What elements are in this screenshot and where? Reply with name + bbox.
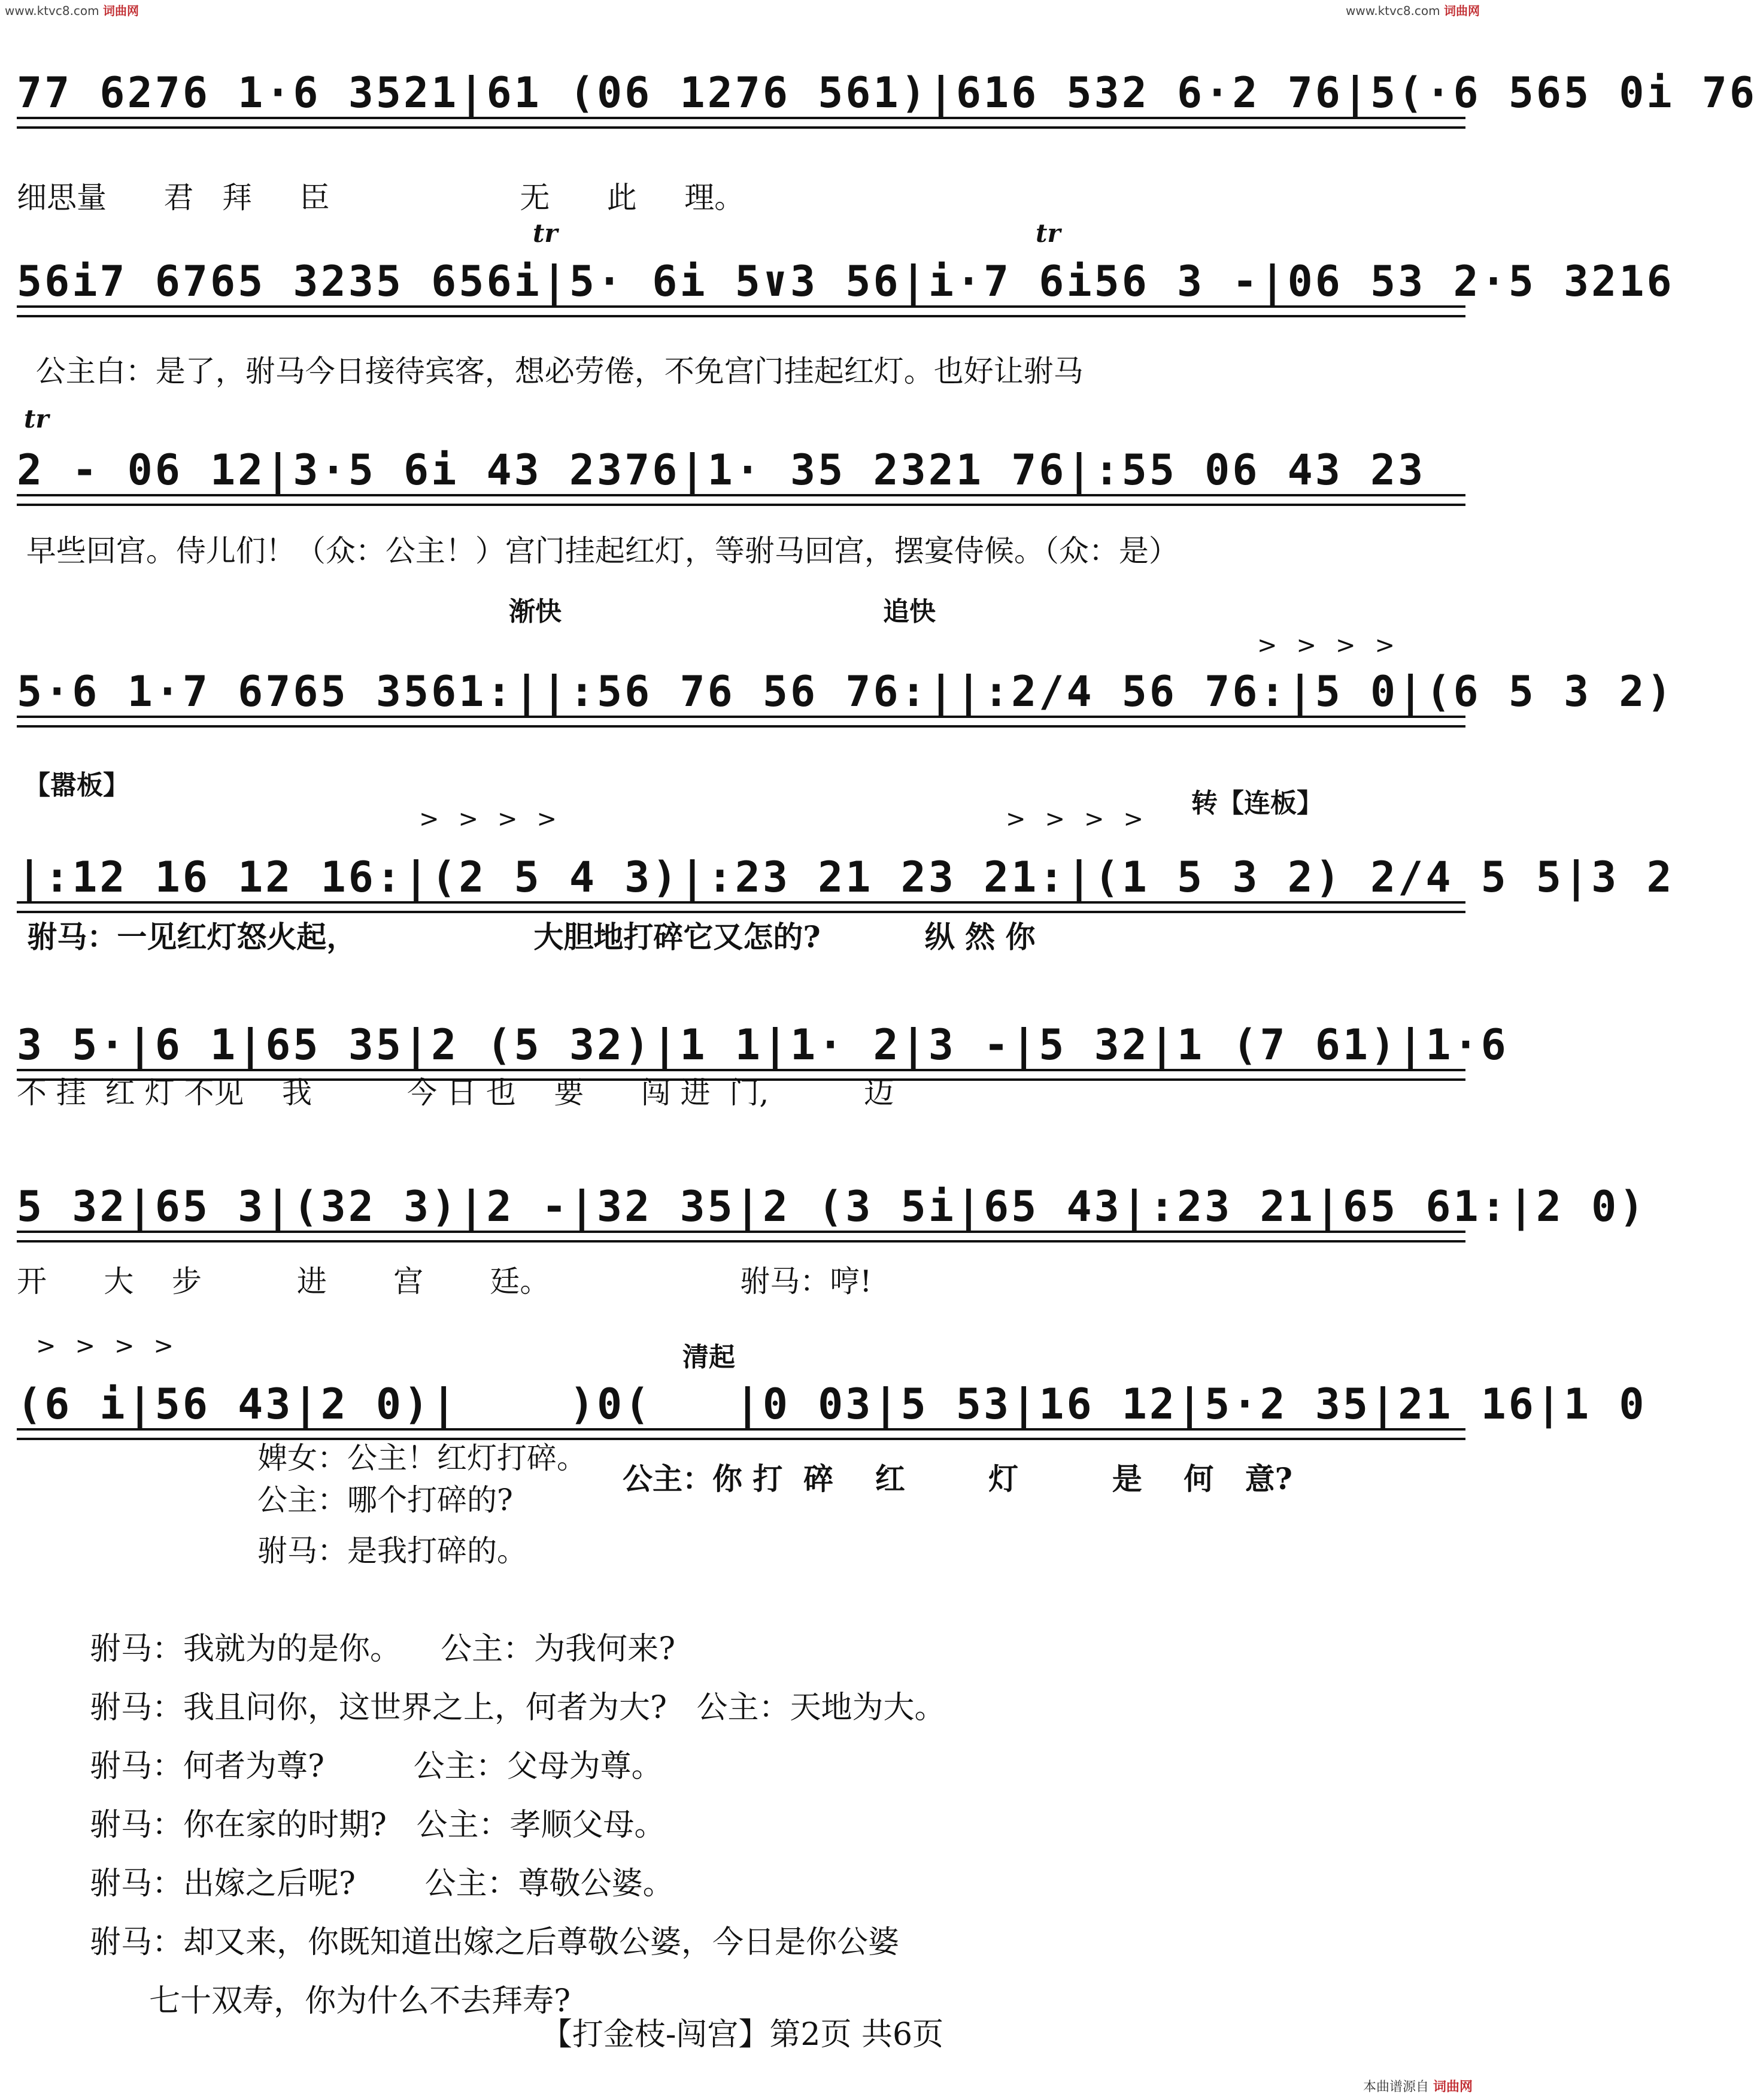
underline-row-8 — [17, 1428, 1465, 1440]
score-row-8 — [17, 1353, 1647, 1455]
lyrics-row-7: 开 大 步 进 宫 廷。 驸马：哼! — [17, 1264, 872, 1299]
inline-dialog-maid: 婢女：公主！红灯打碎。 — [257, 1441, 587, 1475]
underline-row-2 — [17, 305, 1465, 317]
underline-row-5 — [17, 901, 1465, 913]
trill-mark: tr — [1036, 219, 1061, 248]
source-label: 本曲谱源自 — [1362, 2080, 1429, 2095]
inline-dialog-princess-sung: 公主：你 打 碎 红 灯 是 何 意? — [623, 1461, 1292, 1496]
score-row-7 — [17, 1156, 1647, 1257]
dialogue-line: 驸马：何者为尊? 公主：父母为尊。 — [90, 1749, 663, 1784]
dialogue-line: 驸马：出嫁之后呢? 公主：尊敬公婆。 — [90, 1866, 674, 1902]
underline-row-1 — [17, 117, 1465, 129]
score-row-2 — [17, 231, 1674, 332]
score-row-5 — [17, 826, 1674, 928]
score-row-1 — [17, 42, 1757, 144]
source-brand: 词曲网 — [1433, 2080, 1473, 2095]
dialogue-line: 驸马：我且问你，这世界之上，何者为大? 公主：天地为大。 — [90, 1690, 946, 1726]
dialogue-line: 驸马：我就为的是你。 公主：为我何来? — [90, 1631, 675, 1667]
lyrics-row-1: 细思量 君 拜 臣 无 此 理。 — [17, 180, 745, 215]
header-right — [1346, 1, 1480, 19]
header-left-url: www.ktvc8.com — [5, 4, 99, 18]
notes-row-8: (6 i|56 43|2 0)| )0( |0 03|5 53|16 12|5·2 35|21 16|1 0 — [17, 1380, 1647, 1429]
dialogue-block — [90, 1620, 1407, 2031]
inline-dialog-princess: 公主：哪个打碎的? — [257, 1483, 513, 1517]
notes-row-7: 5 32|65 3|(32 3)|2 -|32 35|2 (3 5i|65 43|:23 21|65 61:|2 0) — [17, 1182, 1647, 1231]
score-row-3 — [17, 419, 1465, 521]
tempo-mark-zhuikuai: 追快 — [883, 596, 936, 627]
notes-row-3: 2 - 06 12|3·5 6i 43 2376|1· 35 2321 76|:55 06 43 23 — [17, 446, 1426, 495]
section-mark-qingqi: 清起 — [682, 1342, 735, 1372]
notes-row-5: |:12 16 12 16:|(2 5 4 3)|:23 21 23 21:|(1 5 3 2) 2/4 5 5|3 2 — [17, 853, 1674, 902]
dialogue-line: 七十双寿，你为什么不去拜寿? — [90, 1983, 571, 2019]
source-credit — [1363, 2077, 1473, 2095]
accent-marks: >>>> — [1006, 805, 1163, 833]
notes-row-1: 77 6276 1·6 3521|61 (06 1276 561)|616 532 6·2 76|5(·6 565 0i 76 — [17, 68, 1757, 117]
section-mark-xiaoban: 【嚣板】 — [24, 770, 129, 801]
lyrics-row-3: 早些回宫。侍儿们！（众：公主！）宫门挂起红灯，等驸马回宫，摆宴侍候。（众：是） — [17, 534, 1179, 568]
underline-row-4 — [17, 716, 1465, 728]
section-mark-zhuan-lianban: 转【连板】 — [1191, 788, 1323, 819]
lyrics-row-2: 公主白：是了，驸马今日接待宾客，想必劳倦，不免宫门挂起红灯。也好让驸马 — [17, 354, 1084, 389]
tempo-mark-jiankuai: 渐快 — [509, 596, 562, 627]
trill-mark: tr — [533, 219, 558, 248]
lyrics-row-5: 驸马：一见红灯怒火起， 大胆地打碎它又怎的? 纵 然 你 — [17, 919, 1036, 954]
underline-row-3 — [17, 494, 1465, 506]
accent-marks: >>>> — [36, 1332, 193, 1360]
page-footer: 【打金枝-闯宫】第2页 共6页 — [541, 2017, 944, 2053]
header-left-brand: 词曲网 — [103, 4, 139, 18]
inline-dialog-prince: 驸马：是我打碎的。 — [257, 1534, 527, 1568]
header-right-brand: 词曲网 — [1444, 4, 1480, 18]
underline-row-7 — [17, 1231, 1465, 1243]
header-right-url: www.ktvc8.com — [1345, 4, 1440, 18]
lyrics-row-6: 不 挂 红 灯 不见 我 今 日 也 要 闯 进 门, 迈 — [17, 1075, 894, 1110]
dialogue-line: 驸马：却又来，你既知道出嫁之后尊敬公婆，今日是你公婆 — [90, 1925, 900, 1960]
score-row-4 — [17, 641, 1674, 743]
accent-marks: >>>> — [1257, 632, 1415, 659]
notes-row-2: 56i7 6765 3235 656i|5· 6i 5∨3 56|i·7 6i56 3 -|06 53 2·5 3216 — [17, 257, 1674, 306]
accent-marks: >>>> — [419, 805, 576, 833]
notes-row-4: 5·6 1·7 6765 3561:||:56 76 56 76:||:2/4 56 76:|5 0|(6 5 3 2) — [17, 667, 1674, 716]
header-left — [5, 1, 139, 19]
dialogue-line: 驸马：你在家的时期? 公主：孝顺父母。 — [90, 1807, 666, 1843]
notes-row-6: 3 5·|6 1|65 35|2 (5 32)|1 1|1· 2|3 -|5 32|1 (7 61)|1·6 — [17, 1020, 1509, 1069]
trill-mark: tr — [24, 404, 49, 434]
